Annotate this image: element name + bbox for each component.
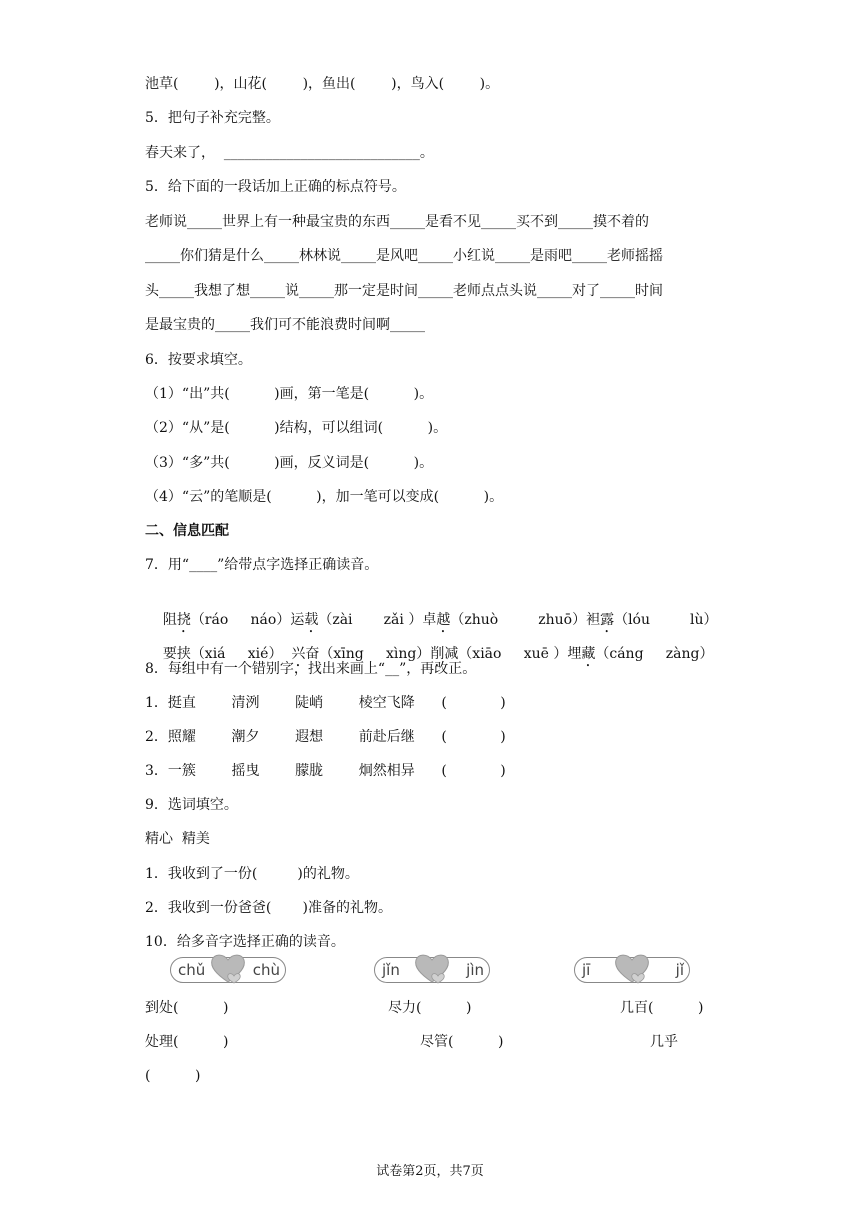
q7-item: 削减（xiāo xuē ）: [430, 646, 568, 662]
q9-heading: 9．选词填空。: [145, 797, 238, 813]
q7-item: 兴奋（xīng xìng）: [291, 646, 431, 662]
q8-group-1: 1．挺直 清洌 陡峭 棱空飞降 ( ): [145, 695, 506, 711]
q10-heading: 10．给多音字选择正确的读音。: [145, 934, 345, 950]
pinyin-pill-ji: [574, 954, 690, 984]
q10-item-jinguan: 尽管( ): [420, 1034, 504, 1050]
pinyin-right: jìn: [466, 961, 484, 979]
q7-row-2: [145, 624, 713, 690]
q7-item: 要挟（xiá xié）: [162, 646, 292, 662]
q10-item-jinli: 尽力( ): [388, 1000, 472, 1016]
q9-item-1: 1．我收到了一份( )的礼物。: [145, 866, 359, 882]
q6-item-4: （4）“云”的笔顺是( )，加一笔可以变成( )。: [145, 489, 504, 505]
q10-item-jihu-blank: ( ): [145, 1068, 201, 1084]
q6-item-2: （2）“从”是( )结构，可以组词( )。: [145, 420, 448, 436]
page-footer: 试卷第2页，共7页: [376, 1164, 484, 1179]
punctuation-line-4: 是最宝贵的_____我们可不能浪费时间啊_____: [145, 317, 425, 333]
section-2-heading: 二、信息匹配: [145, 523, 229, 539]
punctuation-line-1: 老师说_____世界上有一种最宝贵的东西_____是看不见_____买不到_____摸不着的: [145, 214, 649, 230]
pinyin-right: jǐ: [675, 961, 684, 979]
q9-word-choices: 精心 精美: [145, 831, 210, 847]
q8-group-2: 2．照耀 潮夕 遐想 前赴后继 ( ): [145, 729, 506, 745]
q6-item-3: （3）“多”共( )画，反义词是( )。: [145, 455, 434, 471]
q5-heading: 5．把句子补充完整。: [145, 110, 280, 126]
q8-heading: 8．每组中有一个错别字，找出来画上“__”，再改正。: [145, 661, 477, 677]
pinyin-left: chǔ: [178, 961, 206, 979]
q7-item: 袒露（lóu lù）: [586, 612, 718, 628]
q7-item: 运载（zài zǎi ）: [290, 612, 423, 628]
punctuation-line-3: 头_____我想了想_____说_____那一定是时间_____老师点点头说_____对了_____时间: [145, 283, 663, 299]
q10-item-jihu: 几乎: [650, 1034, 678, 1050]
q10-item-daochu: 到处( ): [145, 1000, 229, 1016]
q8-group-3: 3．一簇 摇曳 朦胧 炯然相异 ( ): [145, 763, 506, 779]
q5-sentence: 春天来了， ____________________________。: [145, 145, 434, 161]
q9-item-2: 2．我收到一份爸爸( )准备的礼物。: [145, 900, 392, 916]
pinyin-left: jī: [582, 961, 591, 979]
q10-item-jibai: 几百( ): [620, 1000, 704, 1016]
q5b-heading: 5．给下面的一段话加上正确的标点符号。: [145, 179, 406, 195]
pinyin-pill-jin: [374, 954, 490, 984]
heart-icon: [612, 952, 652, 986]
q6-heading: 6．按要求填空。: [145, 352, 252, 368]
heart-icon: [412, 952, 452, 986]
pinyin-left: jǐn: [382, 961, 400, 979]
pinyin-right: chù: [252, 961, 280, 979]
punctuation-line-2: _____你们猜是什么_____林林说_____是风吧_____小红说_____是雨吧_____老师摇摇: [145, 248, 663, 264]
q6-item-1: （1）“出”共( )画，第一笔是( )。: [145, 386, 434, 402]
q7-item: 埋藏（cáng zàng）: [567, 646, 714, 662]
q7-item: 卓越（zhuò zhuō）: [422, 612, 587, 628]
pinyin-pill-chu: [170, 954, 286, 984]
heart-icon: [208, 952, 248, 986]
q7-item: 阻挠（ráo náo）: [162, 612, 291, 628]
q4-idiom-blanks: 池草( )，山花( )，鱼出( )，鸟入( )。: [145, 76, 500, 92]
q7-heading: 7．用“____”给带点字选择正确读音。: [145, 557, 379, 573]
q10-item-chuli: 处理( ): [145, 1034, 229, 1050]
